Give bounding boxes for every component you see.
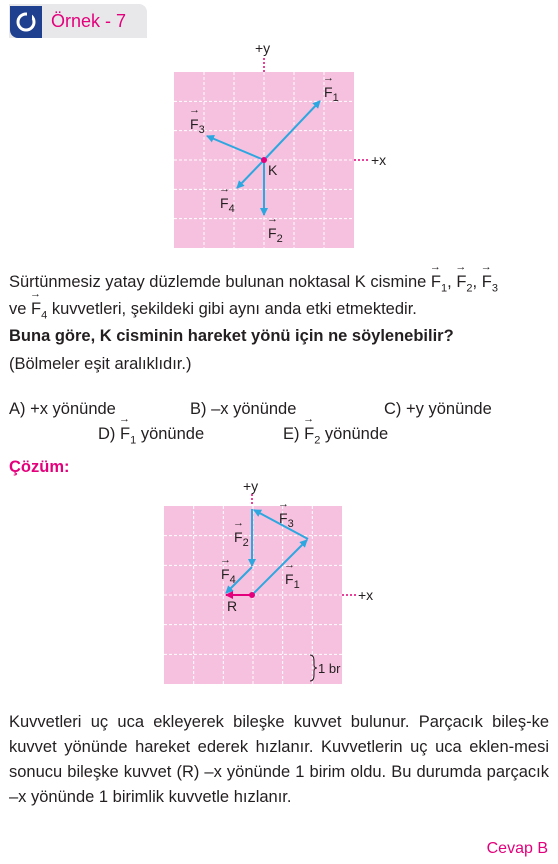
label-f1-sol: → $F_1$ [285,571,300,591]
scale-label: 1 br [318,661,341,676]
axis-x-label-2: +x [358,587,374,603]
option-a[interactable]: A) +x yönünde [9,400,116,418]
question-note: (Bölmeler eşit aralıklıdır.) [9,355,192,373]
option-b[interactable]: B) –x yönünde [190,400,297,418]
solution-title: Çözüm: [9,458,70,476]
example-icon [10,6,42,38]
option-e[interactable]: $E) \to F_2$ yönünde [283,425,388,446]
label-f2: → $F_2$ [268,225,283,245]
axis-y-label: +y [255,40,271,56]
ring-icon [10,6,42,38]
label-f3: → $F_3$ [190,116,205,136]
question-prompt: Buna göre, K cisminin hareket yönü için ne söylenebilir? [9,327,454,345]
question-line-2: ve → $F_4$ kuvvetleri, şekildeki gibi aynı anda etki etmektedir. [9,300,417,321]
answer-label: Cevap B [486,840,548,857]
question-line-1: Sürtünmesiz yatay düzlemde bulunan noktasal K $cismine \to F_1$, → $F_2$, → $F_3$ [9,273,498,294]
label-f4: → $F_4$ [220,195,235,215]
point-k [261,157,267,163]
label-f4-sol: → $F_4$ [221,566,236,586]
label-f2-sol: → $F_2$ [234,529,249,549]
axis-y-label-2: +y [243,478,259,494]
axis-x-label: +x [371,152,387,168]
example-title: Örnek - 7 [51,11,127,31]
solution-text: Kuvvetleri uç uca ekleyerek bileşke kuvvet bulunur. Parçacık bileş-ke kuvvet yönünde hareket ederek hızlanır. Kuvvetlerin uç uca eklen-mesi sonucu bileşke kuvvet (R) –x yönünde 1 birim oldu. Bu durumda parçacık –x yönünde 1 birimlik kuvvetle hızlanır. [9,713,549,806]
point-k-label: K [268,162,278,178]
point-origin-2 [249,592,255,598]
option-d[interactable]: $D) \to F_1$ yönünde [98,425,204,446]
point-r-label: R [227,598,238,614]
label-f1: → $F_1$ [324,84,339,104]
option-c[interactable]: C) +y yönünde [384,400,492,418]
solution-diagram [150,490,370,686]
label-f3-sol: → $F_3$ [279,510,294,530]
force-diagram [150,40,410,250]
